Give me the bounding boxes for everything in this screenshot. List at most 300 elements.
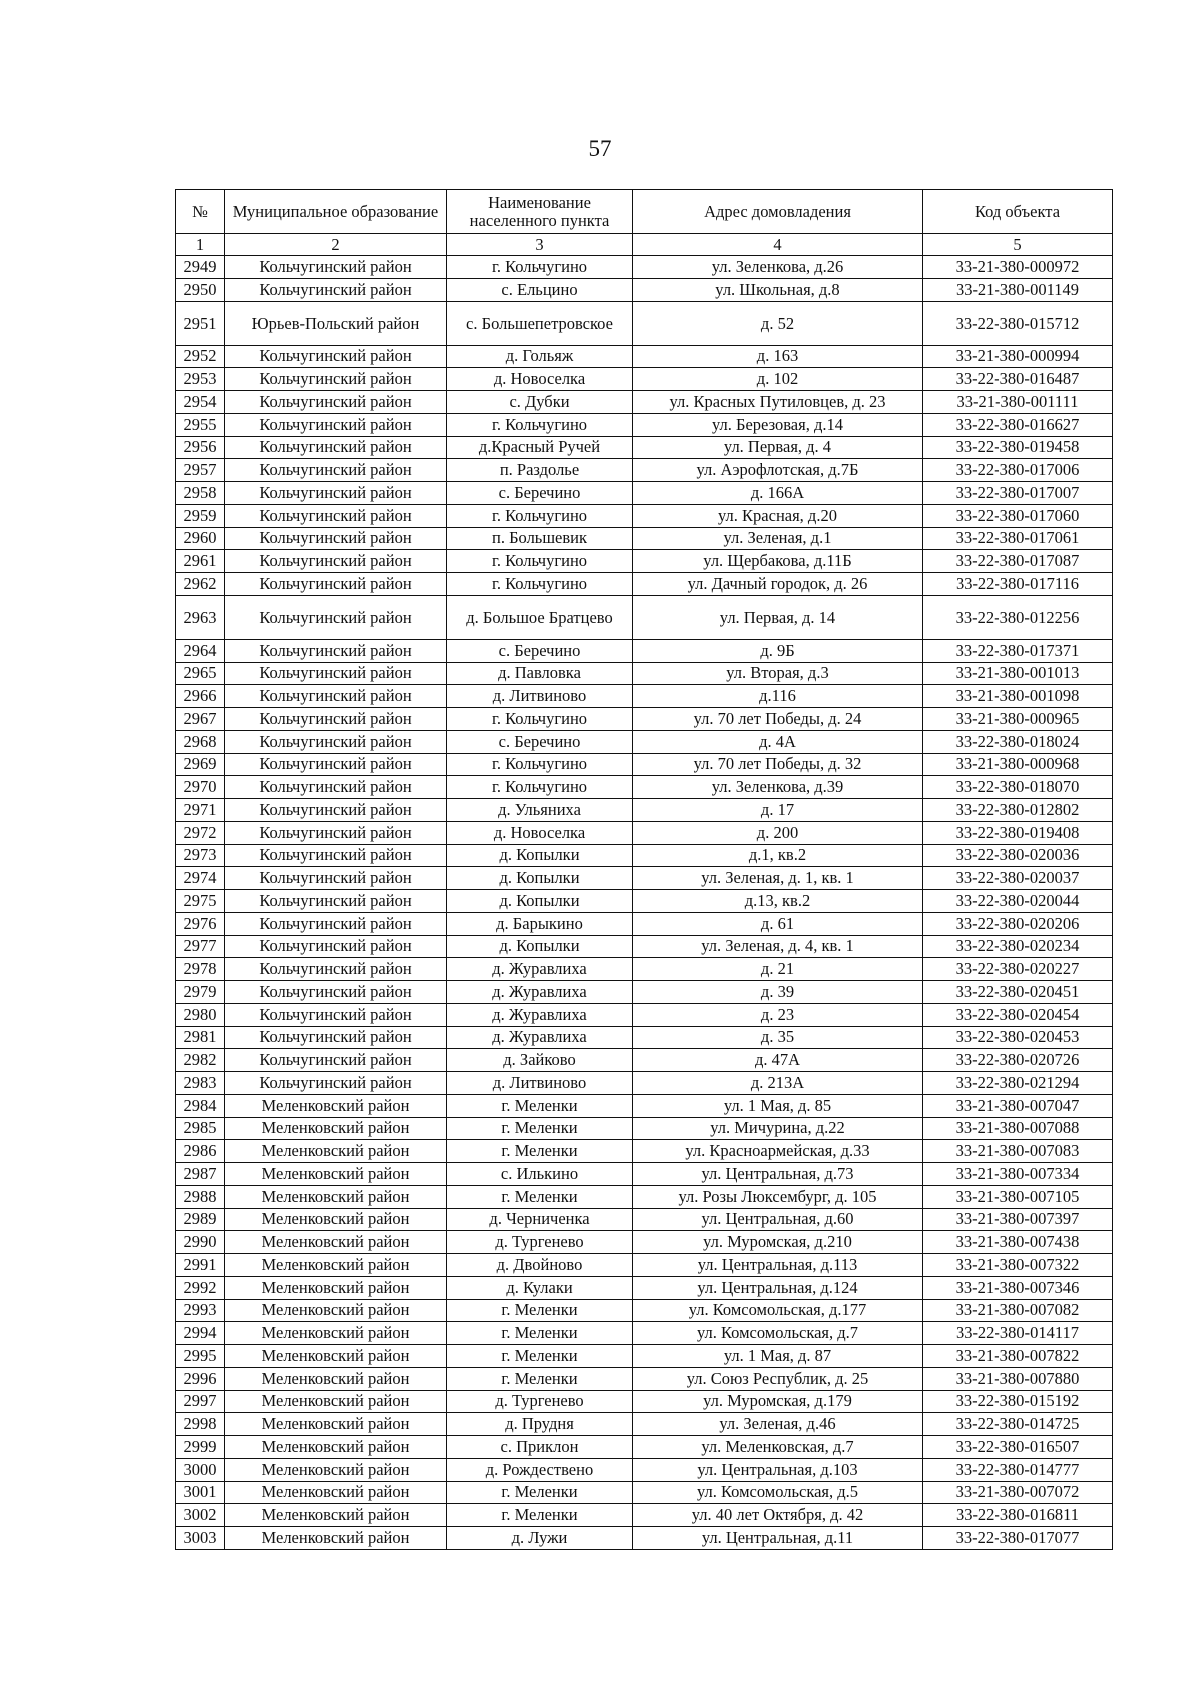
cell-address: д.116 (633, 685, 923, 708)
cell-address: ул. Красная, д.20 (633, 504, 923, 527)
cell-object-code: 33-22-380-017077 (923, 1527, 1113, 1550)
cell-object-code: 33-22-380-017371 (923, 639, 1113, 662)
table-row (176, 1254, 1113, 1277)
table-row (176, 436, 1113, 459)
cell-municipality: Кольчугинский район (225, 345, 447, 368)
cell-settlement: д. Барыкино (447, 912, 633, 935)
cell-settlement: д. Лужи (447, 1527, 633, 1550)
cell-number: 2986 (176, 1140, 225, 1163)
cell-number: 2967 (176, 708, 225, 731)
cell-object-code: 33-21-380-001098 (923, 685, 1113, 708)
cell-number: 3003 (176, 1527, 225, 1550)
cell-address: ул. Розы Люксембург, д. 105 (633, 1185, 923, 1208)
cell-object-code: 33-22-380-015192 (923, 1390, 1113, 1413)
cell-number: 3001 (176, 1481, 225, 1504)
cell-number: 2982 (176, 1049, 225, 1072)
cell-object-code: 33-22-380-020206 (923, 912, 1113, 935)
cell-object-code: 33-22-380-016627 (923, 413, 1113, 436)
cell-object-code: 33-21-380-007334 (923, 1163, 1113, 1186)
cell-number: 2969 (176, 753, 225, 776)
cell-number: 2952 (176, 345, 225, 368)
cell-address: д.13, кв.2 (633, 890, 923, 913)
cell-municipality: Кольчугинский район (225, 799, 447, 822)
cell-address: ул. Комсомольская, д.7 (633, 1322, 923, 1345)
cell-address: ул. Мичурина, д.22 (633, 1117, 923, 1140)
cell-municipality: Кольчугинский район (225, 550, 447, 573)
cell-object-code: 33-22-380-012802 (923, 799, 1113, 822)
table-row (176, 1185, 1113, 1208)
cell-settlement: д.Красный Ручей (447, 436, 633, 459)
cell-object-code: 33-21-380-007346 (923, 1276, 1113, 1299)
cell-number: 2980 (176, 1003, 225, 1026)
cell-number: 2998 (176, 1413, 225, 1436)
cell-number: 2964 (176, 639, 225, 662)
cell-address: ул. Зеленая, д.46 (633, 1413, 923, 1436)
cell-address: ул. Красных Путиловцев, д. 23 (633, 391, 923, 414)
cell-number: 2951 (176, 301, 225, 345)
table-row (176, 256, 1113, 279)
cell-object-code: 33-22-380-014725 (923, 1413, 1113, 1436)
header-object-code: Код объекта (923, 190, 1113, 234)
column-number: 5 (923, 234, 1113, 256)
cell-municipality: Меленковский район (225, 1094, 447, 1117)
cell-municipality: Кольчугинский район (225, 595, 447, 639)
cell-object-code: 33-21-380-007822 (923, 1345, 1113, 1368)
cell-number: 2977 (176, 935, 225, 958)
cell-address: ул. Муромская, д.179 (633, 1390, 923, 1413)
cell-address: ул. Березовая, д.14 (633, 413, 923, 436)
cell-settlement: д. Кулаки (447, 1276, 633, 1299)
cell-address: ул. 70 лет Победы, д. 32 (633, 753, 923, 776)
cell-settlement: д. Зайково (447, 1049, 633, 1072)
cell-municipality: Кольчугинский район (225, 391, 447, 414)
cell-number: 2973 (176, 844, 225, 867)
cell-number: 2954 (176, 391, 225, 414)
cell-number: 2966 (176, 685, 225, 708)
cell-object-code: 33-22-380-018070 (923, 776, 1113, 799)
cell-settlement: д. Новоселка (447, 368, 633, 391)
cell-number: 2962 (176, 573, 225, 596)
cell-municipality: Кольчугинский район (225, 708, 447, 731)
cell-settlement: г. Меленки (447, 1322, 633, 1345)
cell-object-code: 33-21-380-007438 (923, 1231, 1113, 1254)
cell-municipality: Меленковский район (225, 1436, 447, 1459)
cell-address: ул. Зеленая, д. 1, кв. 1 (633, 867, 923, 890)
cell-number: 2971 (176, 799, 225, 822)
cell-municipality: Кольчугинский район (225, 527, 447, 550)
cell-address: ул. Красноармейская, д.33 (633, 1140, 923, 1163)
cell-municipality: Кольчугинский район (225, 1026, 447, 1049)
cell-settlement: с. Дубки (447, 391, 633, 414)
table-row (176, 301, 1113, 345)
cell-settlement: г. Меленки (447, 1094, 633, 1117)
table-row (176, 1299, 1113, 1322)
cell-object-code: 33-22-380-019408 (923, 821, 1113, 844)
cell-municipality: Меленковский район (225, 1458, 447, 1481)
table-row (176, 890, 1113, 913)
cell-number: 2988 (176, 1185, 225, 1208)
cell-address: ул. 70 лет Победы, д. 24 (633, 708, 923, 731)
cell-address: ул. Центральная, д.124 (633, 1276, 923, 1299)
cell-number: 2956 (176, 436, 225, 459)
cell-municipality: Кольчугинский район (225, 413, 447, 436)
cell-number: 2996 (176, 1367, 225, 1390)
cell-address: ул. Первая, д. 14 (633, 595, 923, 639)
cell-settlement: г. Кольчугино (447, 753, 633, 776)
table-row (176, 935, 1113, 958)
cell-settlement: д. Тургенево (447, 1231, 633, 1254)
cell-municipality: Меленковский район (225, 1140, 447, 1163)
header-address: Адрес домовладения (633, 190, 923, 234)
cell-address: ул. Зеленкова, д.39 (633, 776, 923, 799)
cell-number: 2984 (176, 1094, 225, 1117)
table-row (176, 1231, 1113, 1254)
column-number: 3 (447, 234, 633, 256)
cell-settlement: г. Кольчугино (447, 708, 633, 731)
cell-municipality: Кольчугинский район (225, 1049, 447, 1072)
table-row (176, 413, 1113, 436)
cell-number: 2970 (176, 776, 225, 799)
cell-municipality: Кольчугинский район (225, 662, 447, 685)
cell-settlement: с. Приклон (447, 1436, 633, 1459)
cell-address: ул. Центральная, д.60 (633, 1208, 923, 1231)
cell-address: д. 61 (633, 912, 923, 935)
cell-object-code: 33-21-380-007083 (923, 1140, 1113, 1163)
cell-municipality: Кольчугинский район (225, 753, 447, 776)
cell-address: ул. 1 Мая, д. 87 (633, 1345, 923, 1368)
cell-address: ул. Аэрофлотская, д.7Б (633, 459, 923, 482)
cell-address: д. 21 (633, 958, 923, 981)
cell-object-code: 33-22-380-020036 (923, 844, 1113, 867)
cell-municipality: Кольчугинский район (225, 981, 447, 1004)
cell-number: 2953 (176, 368, 225, 391)
cell-number: 2985 (176, 1117, 225, 1140)
table-row (176, 1527, 1113, 1550)
table-row (176, 1072, 1113, 1095)
cell-object-code: 33-21-380-001111 (923, 391, 1113, 414)
cell-settlement: п. Большевик (447, 527, 633, 550)
cell-municipality: Кольчугинский район (225, 368, 447, 391)
table-row (176, 1504, 1113, 1527)
cell-address: ул. Первая, д. 4 (633, 436, 923, 459)
cell-number: 2972 (176, 821, 225, 844)
cell-address: д. 166А (633, 482, 923, 505)
cell-settlement: г. Меленки (447, 1504, 633, 1527)
table-row (176, 1367, 1113, 1390)
cell-municipality: Кольчугинский район (225, 1003, 447, 1026)
table-body (176, 256, 1113, 1550)
cell-address: ул. Зеленая, д. 4, кв. 1 (633, 935, 923, 958)
table-row (176, 981, 1113, 1004)
cell-settlement: д. Журавлиха (447, 1003, 633, 1026)
cell-municipality: Кольчугинский район (225, 256, 447, 279)
cell-number: 2981 (176, 1026, 225, 1049)
cell-object-code: 33-22-380-017116 (923, 573, 1113, 596)
cell-municipality: Кольчугинский район (225, 278, 447, 301)
cell-municipality: Меленковский район (225, 1322, 447, 1345)
cell-settlement: с. Беречино (447, 639, 633, 662)
cell-settlement: г. Меленки (447, 1345, 633, 1368)
cell-object-code: 33-21-380-007082 (923, 1299, 1113, 1322)
table-row (176, 1345, 1113, 1368)
cell-address: д. 4А (633, 730, 923, 753)
cell-address: ул. Комсомольская, д.5 (633, 1481, 923, 1504)
table-row (176, 776, 1113, 799)
cell-number: 2978 (176, 958, 225, 981)
cell-settlement: с. Ельцино (447, 278, 633, 301)
cell-object-code: 33-22-380-020037 (923, 867, 1113, 890)
cell-object-code: 33-21-380-007322 (923, 1254, 1113, 1277)
cell-municipality: Меленковский район (225, 1208, 447, 1231)
cell-settlement: с. Большепетровское (447, 301, 633, 345)
table-row (176, 821, 1113, 844)
table-row (176, 1094, 1113, 1117)
cell-address: д. 17 (633, 799, 923, 822)
cell-municipality: Меленковский район (225, 1345, 447, 1368)
cell-number: 2950 (176, 278, 225, 301)
cell-settlement: д. Прудня (447, 1413, 633, 1436)
cell-settlement: д. Копылки (447, 867, 633, 890)
cell-number: 2958 (176, 482, 225, 505)
cell-municipality: Меленковский район (225, 1231, 447, 1254)
cell-object-code: 33-22-380-020453 (923, 1026, 1113, 1049)
cell-object-code: 33-22-380-021294 (923, 1072, 1113, 1095)
cell-settlement: д. Журавлиха (447, 1026, 633, 1049)
cell-object-code: 33-22-380-016487 (923, 368, 1113, 391)
table-row (176, 685, 1113, 708)
table-row (176, 482, 1113, 505)
cell-settlement: г. Меленки (447, 1367, 633, 1390)
cell-settlement: д. Тургенево (447, 1390, 633, 1413)
cell-number: 2957 (176, 459, 225, 482)
cell-object-code: 33-22-380-020044 (923, 890, 1113, 913)
cell-municipality: Меленковский район (225, 1185, 447, 1208)
cell-address: ул. Центральная, д.73 (633, 1163, 923, 1186)
cell-settlement: д. Журавлиха (447, 981, 633, 1004)
registry-table (175, 189, 1113, 1550)
cell-settlement: д. Рождествено (447, 1458, 633, 1481)
cell-object-code: 33-22-380-018024 (923, 730, 1113, 753)
table-row (176, 1026, 1113, 1049)
cell-settlement: д. Литвиново (447, 685, 633, 708)
cell-settlement: д. Копылки (447, 935, 633, 958)
cell-municipality: Кольчугинский район (225, 573, 447, 596)
cell-municipality: Кольчугинский район (225, 730, 447, 753)
cell-municipality: Кольчугинский район (225, 867, 447, 890)
cell-address: д. 102 (633, 368, 923, 391)
header-number: № (176, 190, 225, 234)
cell-object-code: 33-22-380-016811 (923, 1504, 1113, 1527)
cell-address: д. 35 (633, 1026, 923, 1049)
cell-object-code: 33-22-380-020227 (923, 958, 1113, 981)
cell-object-code: 33-21-380-007072 (923, 1481, 1113, 1504)
cell-municipality: Кольчугинский район (225, 890, 447, 913)
cell-settlement: г. Кольчугино (447, 256, 633, 279)
cell-address: ул. Меленковская, д.7 (633, 1436, 923, 1459)
table-row (176, 958, 1113, 981)
cell-settlement: с. Беречино (447, 482, 633, 505)
cell-object-code: 33-22-380-017061 (923, 527, 1113, 550)
cell-settlement: д. Копылки (447, 890, 633, 913)
cell-address: д. 213А (633, 1072, 923, 1095)
table-row (176, 550, 1113, 573)
cell-municipality: Кольчугинский район (225, 844, 447, 867)
cell-address: ул. Комсомольская, д.177 (633, 1299, 923, 1322)
table-row (176, 1163, 1113, 1186)
table-row (176, 1390, 1113, 1413)
cell-address: д. 163 (633, 345, 923, 368)
cell-address: ул. 40 лет Октября, д. 42 (633, 1504, 923, 1527)
cell-municipality: Кольчугинский район (225, 821, 447, 844)
cell-object-code: 33-22-380-020451 (923, 981, 1113, 1004)
cell-address: ул. Школьная, д.8 (633, 278, 923, 301)
table-row (176, 753, 1113, 776)
table-row (176, 278, 1113, 301)
cell-municipality: Кольчугинский район (225, 912, 447, 935)
table-row (176, 1458, 1113, 1481)
table-row (176, 799, 1113, 822)
cell-number: 2959 (176, 504, 225, 527)
cell-object-code: 33-21-380-000968 (923, 753, 1113, 776)
table-row (176, 1481, 1113, 1504)
cell-number: 3000 (176, 1458, 225, 1481)
cell-settlement: д. Гольяж (447, 345, 633, 368)
cell-number: 2949 (176, 256, 225, 279)
cell-municipality: Меленковский район (225, 1481, 447, 1504)
header-municipality: Муниципальное образование (225, 190, 447, 234)
cell-number: 2965 (176, 662, 225, 685)
table-row (176, 639, 1113, 662)
page-number: 57 (588, 136, 612, 161)
cell-municipality: Меленковский район (225, 1367, 447, 1390)
cell-address: ул. Вторая, д.3 (633, 662, 923, 685)
table-row (176, 504, 1113, 527)
table-row (176, 1117, 1113, 1140)
cell-settlement: г. Кольчугино (447, 776, 633, 799)
cell-settlement: г. Кольчугино (447, 504, 633, 527)
cell-settlement: г. Меленки (447, 1299, 633, 1322)
table-row (176, 1276, 1113, 1299)
cell-address: д. 9Б (633, 639, 923, 662)
cell-object-code: 33-21-380-007088 (923, 1117, 1113, 1140)
table-header-row (176, 190, 1113, 234)
table-row (176, 1049, 1113, 1072)
cell-settlement: г. Кольчугино (447, 413, 633, 436)
cell-settlement: д. Копылки (447, 844, 633, 867)
cell-settlement: д. Новоселка (447, 821, 633, 844)
cell-address: д.1, кв.2 (633, 844, 923, 867)
table-row (176, 912, 1113, 935)
cell-object-code: 33-22-380-017087 (923, 550, 1113, 573)
cell-number: 2995 (176, 1345, 225, 1368)
cell-object-code: 33-22-380-015712 (923, 301, 1113, 345)
cell-number: 2963 (176, 595, 225, 639)
table-row (176, 459, 1113, 482)
cell-object-code: 33-21-380-001149 (923, 278, 1113, 301)
cell-number: 2994 (176, 1322, 225, 1345)
cell-object-code: 33-22-380-012256 (923, 595, 1113, 639)
cell-municipality: Кольчугинский район (225, 504, 447, 527)
cell-address: ул. Центральная, д.11 (633, 1527, 923, 1550)
cell-object-code: 33-22-380-019458 (923, 436, 1113, 459)
cell-number: 3002 (176, 1504, 225, 1527)
cell-number: 2975 (176, 890, 225, 913)
cell-address: ул. Зеленая, д.1 (633, 527, 923, 550)
cell-address: ул. Центральная, д.113 (633, 1254, 923, 1277)
cell-object-code: 33-22-380-017060 (923, 504, 1113, 527)
cell-object-code: 33-22-380-020726 (923, 1049, 1113, 1072)
cell-municipality: Кольчугинский район (225, 958, 447, 981)
cell-object-code: 33-21-380-007397 (923, 1208, 1113, 1231)
table-row (176, 1208, 1113, 1231)
column-number-row (176, 234, 1113, 256)
cell-municipality: Меленковский район (225, 1413, 447, 1436)
cell-municipality: Меленковский район (225, 1163, 447, 1186)
cell-municipality: Меленковский район (225, 1276, 447, 1299)
cell-settlement: с. Илькино (447, 1163, 633, 1186)
cell-object-code: 33-21-380-007105 (923, 1185, 1113, 1208)
cell-municipality: Меленковский район (225, 1527, 447, 1550)
cell-object-code: 33-21-380-007047 (923, 1094, 1113, 1117)
cell-number: 2979 (176, 981, 225, 1004)
cell-number: 2989 (176, 1208, 225, 1231)
cell-municipality: Кольчугинский район (225, 935, 447, 958)
cell-address: ул. Муромская, д.210 (633, 1231, 923, 1254)
cell-municipality: Меленковский район (225, 1117, 447, 1140)
cell-settlement: д. Ульяниха (447, 799, 633, 822)
cell-object-code: 33-21-380-000965 (923, 708, 1113, 731)
cell-settlement: г. Меленки (447, 1481, 633, 1504)
table-row (176, 345, 1113, 368)
table-row (176, 1322, 1113, 1345)
table-row (176, 1413, 1113, 1436)
table-row (176, 708, 1113, 731)
table-row (176, 595, 1113, 639)
cell-address: ул. Зеленкова, д.26 (633, 256, 923, 279)
cell-municipality: Кольчугинский район (225, 776, 447, 799)
cell-settlement: д. Журавлиха (447, 958, 633, 981)
cell-number: 2976 (176, 912, 225, 935)
table-row (176, 730, 1113, 753)
cell-settlement: п. Раздолье (447, 459, 633, 482)
cell-number: 2993 (176, 1299, 225, 1322)
cell-object-code: 33-22-380-020234 (923, 935, 1113, 958)
table-row (176, 1436, 1113, 1459)
cell-settlement: г. Меленки (447, 1117, 633, 1140)
table-row (176, 662, 1113, 685)
cell-municipality: Кольчугинский район (225, 482, 447, 505)
cell-municipality: Кольчугинский район (225, 436, 447, 459)
cell-number: 2983 (176, 1072, 225, 1095)
cell-number: 2960 (176, 527, 225, 550)
table-row (176, 527, 1113, 550)
cell-municipality: Кольчугинский район (225, 639, 447, 662)
cell-number: 2997 (176, 1390, 225, 1413)
cell-settlement: д. Павловка (447, 662, 633, 685)
cell-number: 2992 (176, 1276, 225, 1299)
cell-settlement: г. Кольчугино (447, 550, 633, 573)
cell-object-code: 33-22-380-016507 (923, 1436, 1113, 1459)
cell-municipality: Кольчугинский район (225, 685, 447, 708)
cell-object-code: 33-22-380-020454 (923, 1003, 1113, 1026)
table-row (176, 844, 1113, 867)
cell-object-code: 33-22-380-017006 (923, 459, 1113, 482)
cell-address: ул. 1 Мая, д. 85 (633, 1094, 923, 1117)
cell-settlement: г. Кольчугино (447, 573, 633, 596)
cell-object-code: 33-21-380-001013 (923, 662, 1113, 685)
cell-number: 2999 (176, 1436, 225, 1459)
cell-number: 2955 (176, 413, 225, 436)
